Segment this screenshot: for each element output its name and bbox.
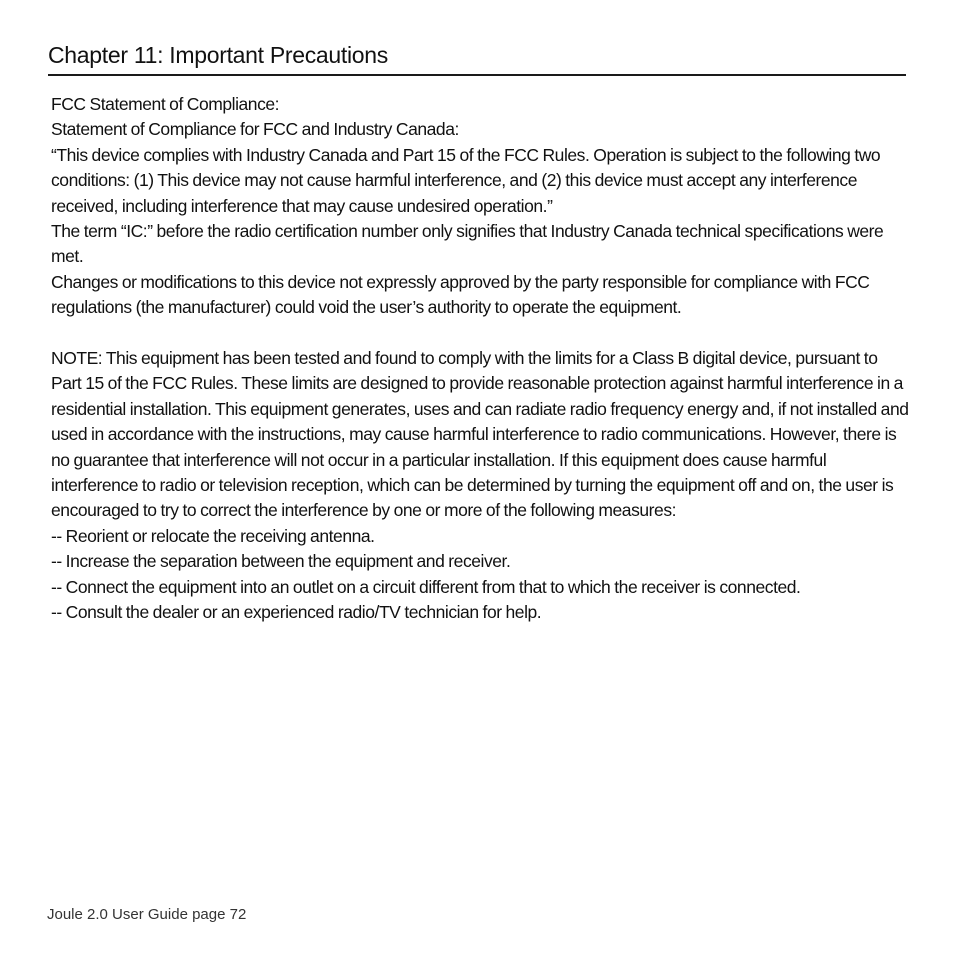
page-footer: Joule 2.0 User Guide page 72 xyxy=(47,906,247,923)
chapter-header xyxy=(48,40,906,76)
fcc-heading: FCC Statement of Compliance: xyxy=(51,94,280,114)
paragraph-spacer xyxy=(51,321,909,346)
measure-item: -- Reorient or relocate the receiving antenna. xyxy=(51,525,375,546)
measure-item: -- Increase the separation between the equipment and receiver. xyxy=(51,551,511,572)
note-paragraph: NOTE: This equipment has been tested and found to comply with the limits for a Class B digital device, pursuant to Part 15 of the FCC Rules. These limits are designed to provide reasonable protection against harmful interference in a residential installation. This equipment generates, uses and can radiate radio frequency energy and, if not installed and used in accordance with the instructions, may cause harmful interference to radio communications. However, there is no guarantee that interference will not occur in a particular installation. If this equipment does cause harmful interference to radio or television reception, which can be determined by turning the equipment off and on, the user is encouraged to try to correct the interference by one or more of the following measures: xyxy=(51,348,909,521)
measure-item: -- Connect the equipment into an outlet on a circuit different from that to which the receiver is connected. xyxy=(51,576,801,597)
fcc-subheading: Statement of Compliance for FCC and Industry Canada: xyxy=(51,119,459,140)
measure-item: -- Consult the dealer or an experienced radio/TV technician for help. xyxy=(51,602,542,623)
chapter-title: Chapter 11: Important Precautions xyxy=(48,42,388,68)
ic-term-paragraph: The term “IC:” before the radio certification number only signifies that Industry Canada technical specifications were met. xyxy=(51,221,884,267)
compliance-quote: “This device complies with Industry Canada and Part 15 of the FCC Rules. Operation is subject to the following two conditions: (1) This device may not cause harmful interference, and (2) this device must accept any interference received, including interference that may cause undesired operation.” xyxy=(51,144,881,216)
page-content xyxy=(51,92,909,626)
changes-warning-paragraph: Changes or modifications to this device not expressly approved by the party responsible for compliance with FCC regulations (the manufacturer) could void the user’s authority to operate the equipment. xyxy=(51,271,870,318)
